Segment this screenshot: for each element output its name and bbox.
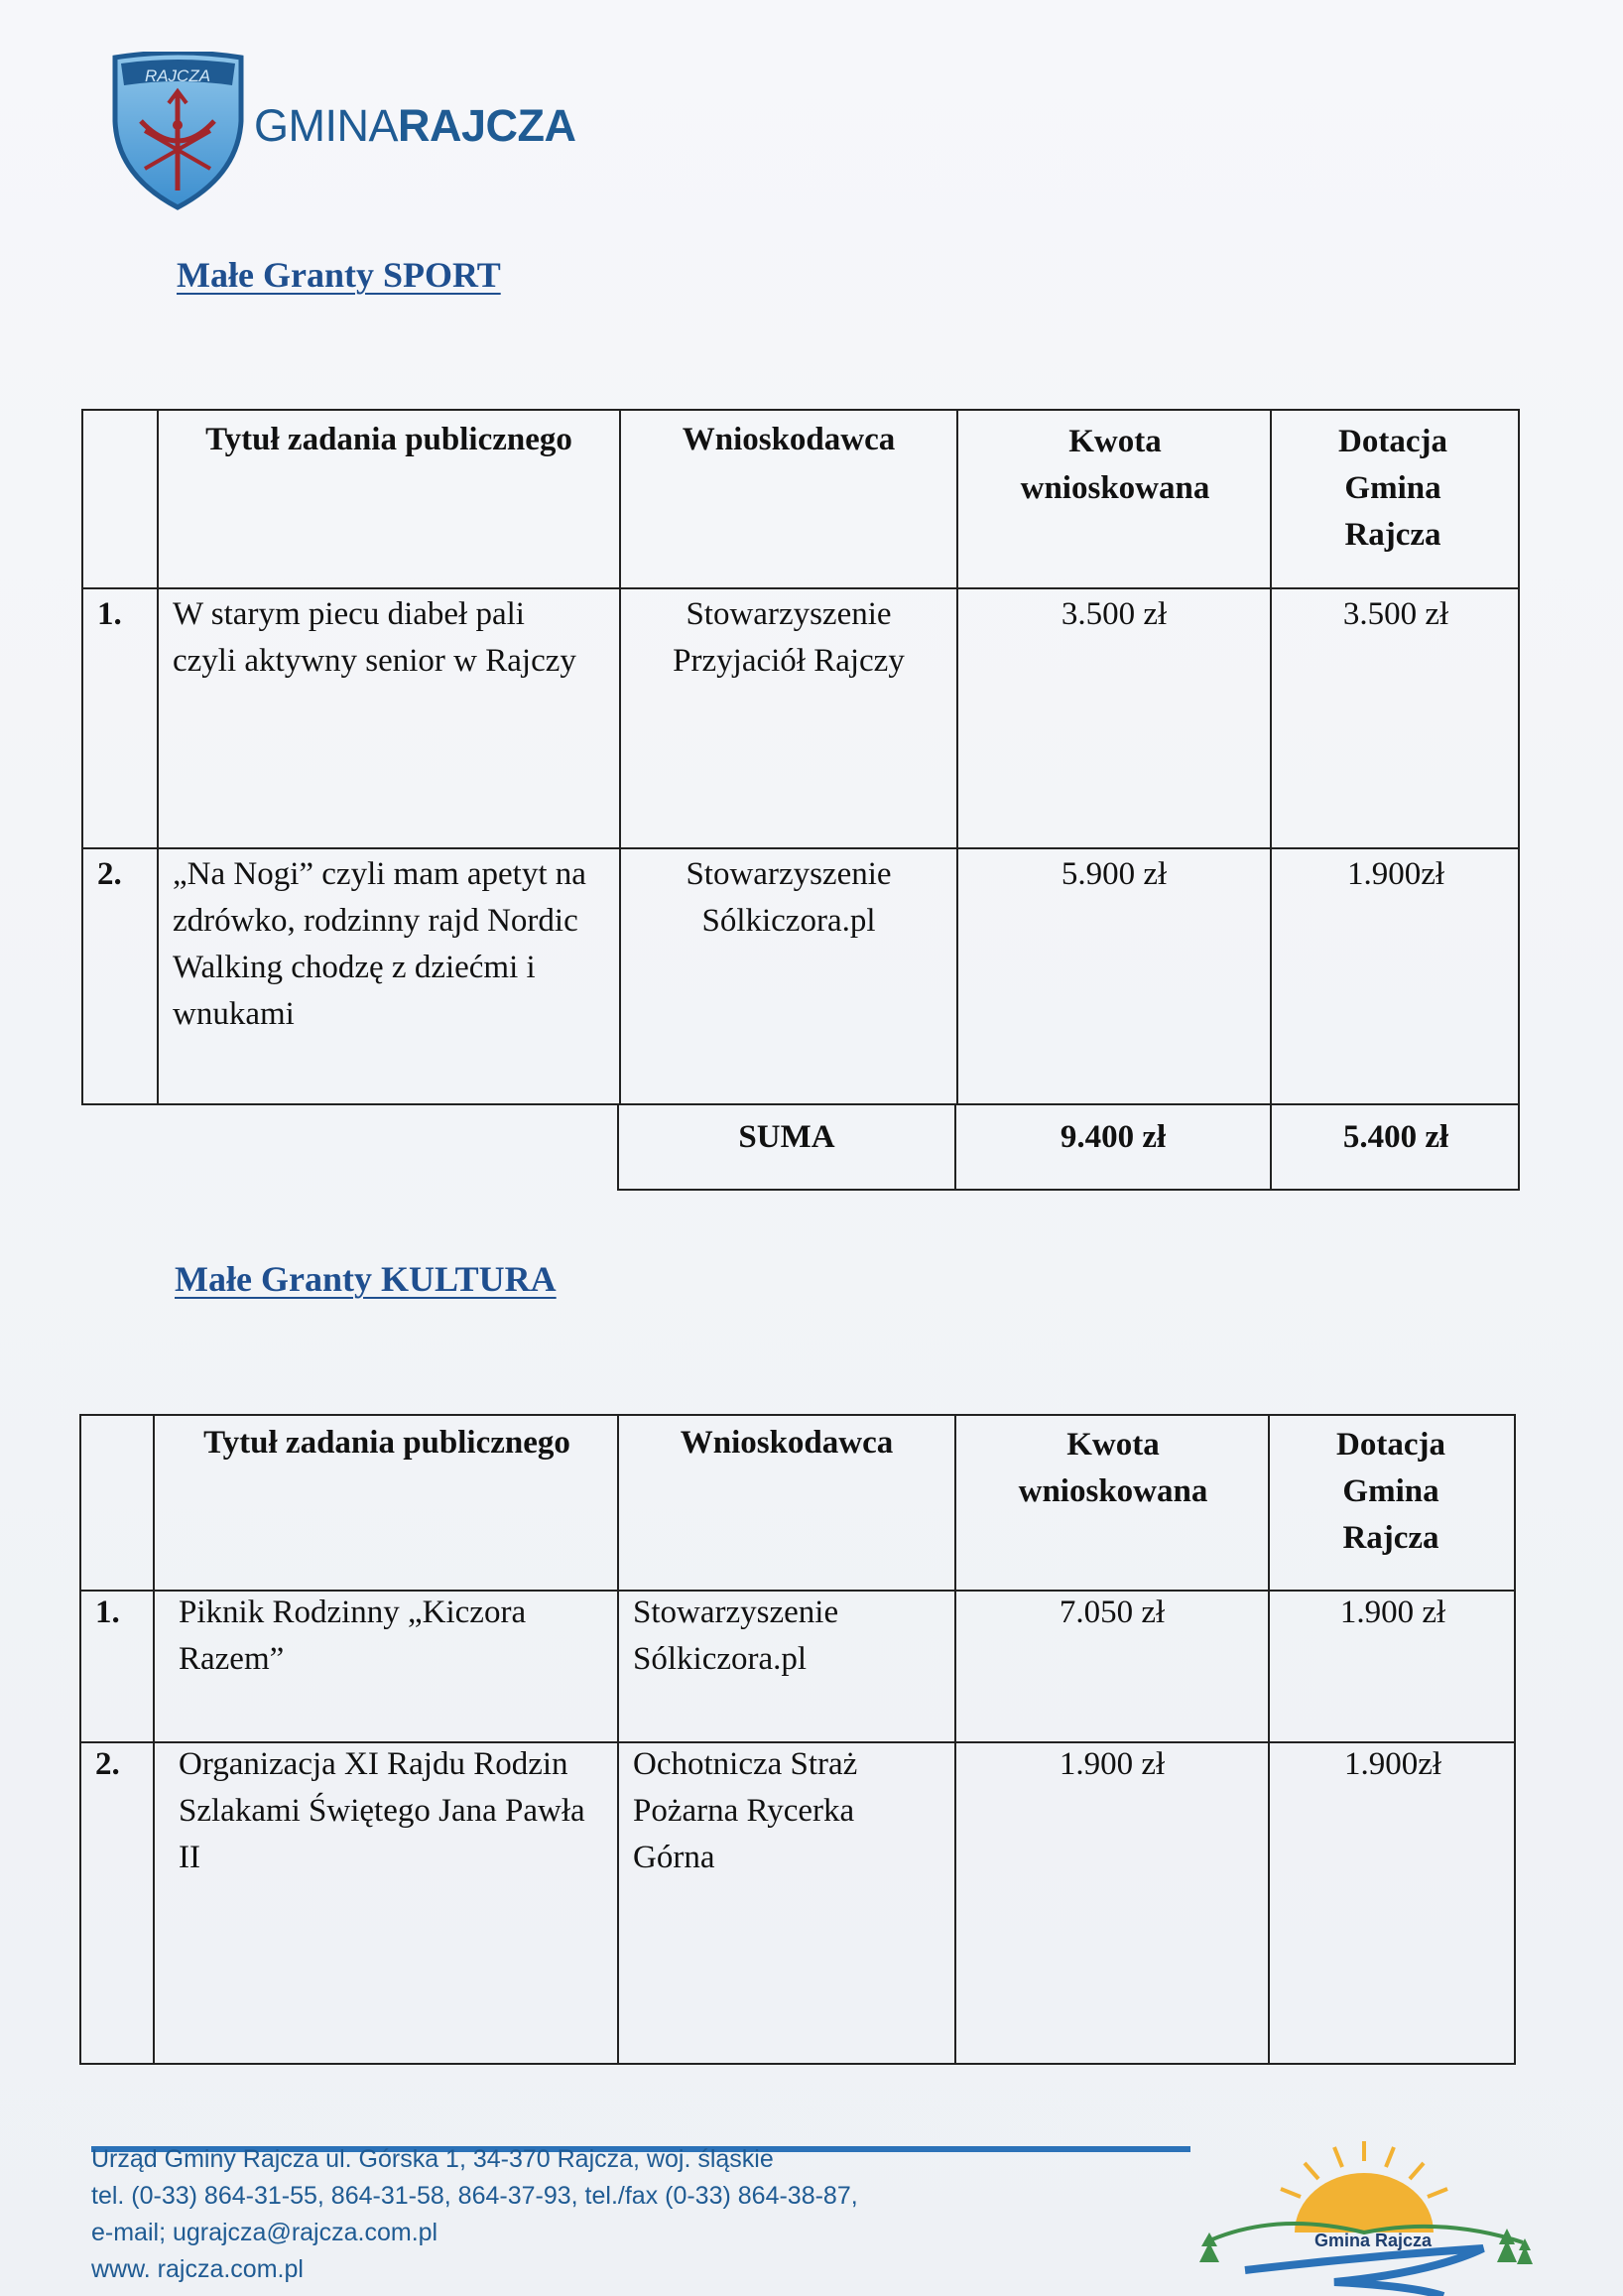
sport-row-1-grant: 3.500 zł: [1342, 596, 1449, 632]
kultura-row-2-grant: 1.900zł: [1343, 1746, 1442, 1782]
kultura-row-1-applicant: Stowarzyszenie Sólkiczora.pl: [633, 1594, 839, 1677]
sport-row-1-applicant: Stowarzyszenie Przyjaciół Rajczy: [673, 596, 905, 679]
sport-table: [81, 409, 1520, 1105]
sport-sum-row: [617, 1103, 1520, 1191]
municipality-logo: [111, 52, 587, 210]
kultura-header-title: Tytuł zadania publicznego: [203, 1425, 570, 1461]
sport-section-title: Małe Granty SPORT: [177, 255, 501, 295]
kultura-row-2-title: Organizacja XI Rajdu Rodzin Szlakami Świętego Jana Pawła II: [179, 1746, 585, 1875]
sport-row-2-requested: 5.900 zł: [1061, 856, 1168, 892]
kultura-header-requested: Kwota wnioskowana: [1018, 1427, 1208, 1509]
kultura-row-1-grant: 1.900 zł: [1339, 1594, 1446, 1630]
kultura-table: [79, 1414, 1516, 2065]
sport-sum-grant: 5.400 zł: [1342, 1119, 1449, 1155]
kultura-header-applicant: Wnioskodawca: [680, 1425, 894, 1461]
kultura-row-1-title: Piknik Rodzinny „Kiczora Razem”: [179, 1594, 527, 1677]
sport-row-1-number: 1.: [97, 596, 122, 632]
footer-email: e-mail; ugrajcza@rajcza.com.pl: [91, 2219, 438, 2246]
footer-phones: tel. (0-33) 864-31-55, 864-31-58, 864-37-93, tel./fax (0-33) 864-38-87,: [91, 2182, 858, 2210]
footer-address: Urząd Gminy Rajcza ul. Górska 1, 34-370 Rajcza, woj. śląskie: [91, 2145, 774, 2173]
municipality-wordmark: GMINARAJCZA: [254, 100, 576, 151]
kultura-section-title: Małe Granty KULTURA: [175, 1259, 557, 1299]
sport-header-requested: Kwota wnioskowana: [1020, 424, 1210, 506]
kultura-row-1-number: 1.: [95, 1594, 120, 1630]
sport-sum-label: SUMA: [738, 1119, 835, 1155]
sport-row-2-number: 2.: [97, 856, 122, 892]
sport-sum-requested: 9.400 zł: [1060, 1119, 1167, 1155]
kultura-row-2-requested: 1.900 zł: [1059, 1746, 1166, 1782]
kultura-header-grant: Dotacja Gmina Rajcza: [1336, 1427, 1445, 1556]
sport-row-1-requested: 3.500 zł: [1061, 596, 1168, 632]
kultura-row-1-requested: 7.050 zł: [1059, 1594, 1166, 1630]
svg-text:Gmina Rajcza: Gmina Rajcza: [1314, 2231, 1433, 2250]
sport-header-title: Tytuł zadania publicznego: [205, 422, 572, 457]
footer-website: www. rajcza.com.pl: [91, 2255, 304, 2283]
sun-icon: [1281, 2141, 1447, 2232]
footer-contact: [91, 2141, 858, 2288]
gmina-rajcza-sun-logo: [1186, 2133, 1543, 2296]
sport-row-2-applicant: Stowarzyszenie Sólkiczora.pl: [686, 856, 892, 939]
sport-row-2-title: „Na Nogi” czyli mam apetyt na zdrówko, rodzinny rajd Nordic Walking chodzę z dziećmi i wnukami: [173, 856, 586, 1032]
kultura-row-2-number: 2.: [95, 1746, 120, 1782]
sport-row-2-grant: 1.900zł: [1346, 856, 1445, 892]
kultura-row-2-applicant: Ochotnicza Straż Pożarna Rycerka Górna: [633, 1746, 858, 1875]
sport-row-1-title: W starym piecu diabeł pali czyli aktywny senior w Rajczy: [173, 596, 576, 679]
sport-header-grant: Dotacja Gmina Rajcza: [1338, 424, 1447, 553]
svg-text:RAJCZA: RAJCZA: [144, 66, 211, 85]
coat-of-arms-icon: [111, 52, 245, 210]
sport-header-applicant: Wnioskodawca: [682, 422, 896, 457]
